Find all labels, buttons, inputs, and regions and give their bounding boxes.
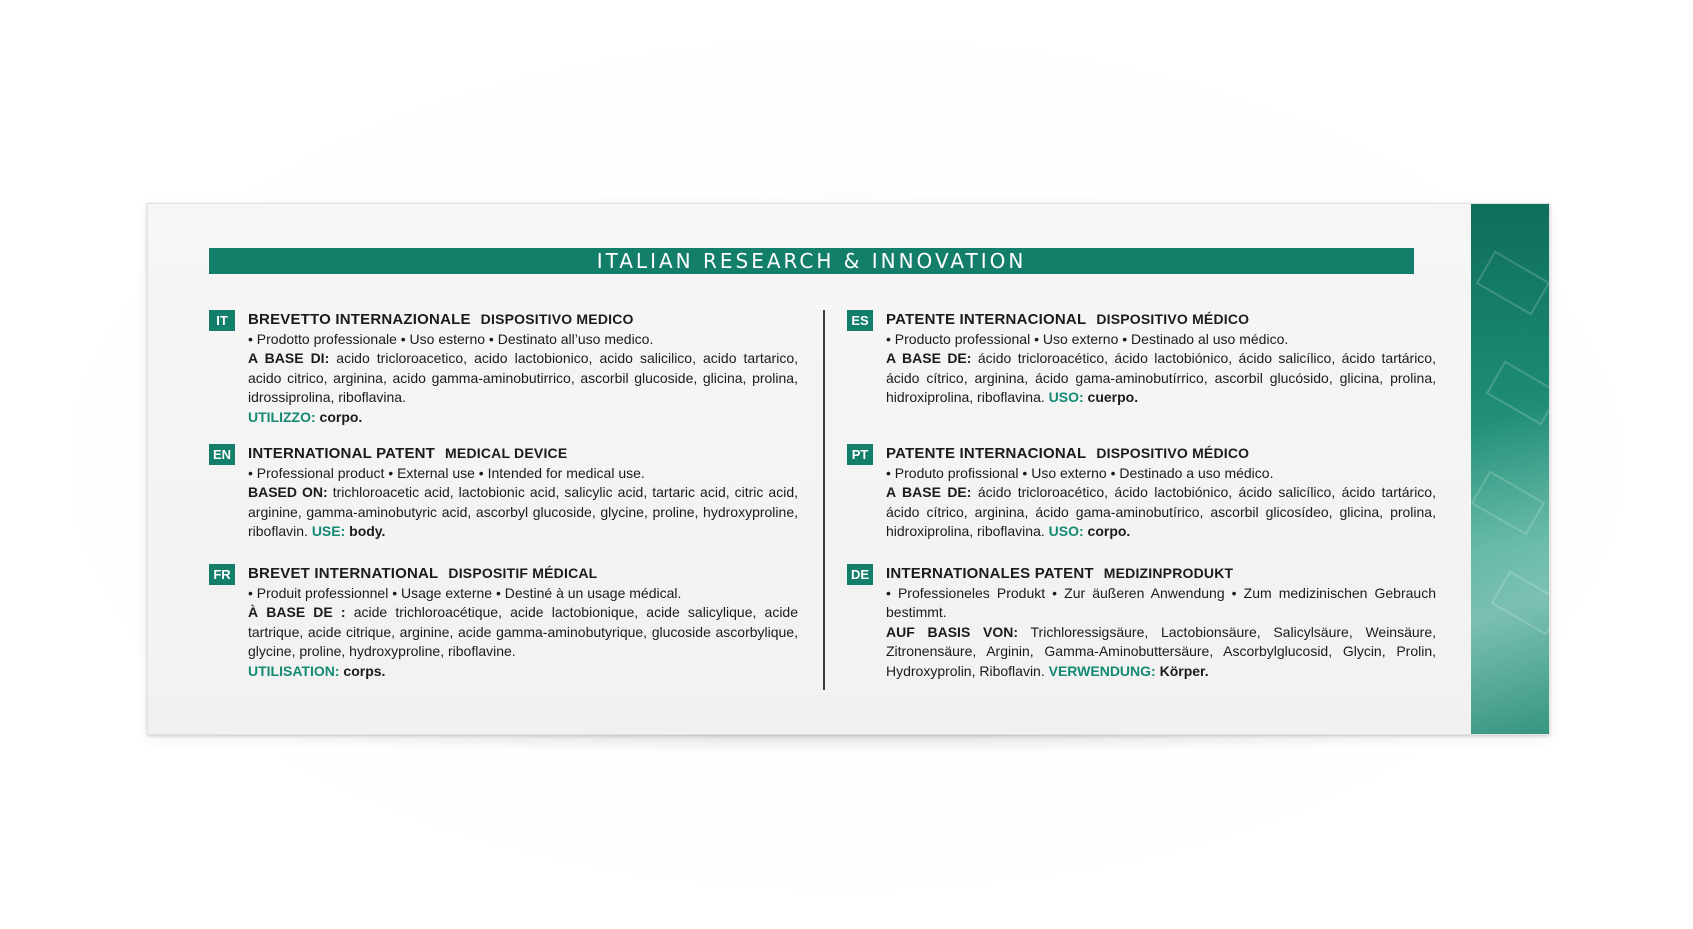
base-label: BASED ON: [248,484,328,500]
section-title: INTERNATIONAL PATENT [248,445,436,462]
base-label: A BASE DE: [886,350,972,366]
language-tag-fr: FR [209,564,235,585]
language-tag-pt: PT [847,444,873,465]
use-value: Körper. [1159,662,1209,679]
section-content [886,564,1436,681]
use-label: UTILIZZO: [248,408,316,425]
column-divider [823,310,825,690]
use-label: USO: [1048,523,1084,539]
use-label: UTILISATION: [248,662,340,679]
section-title: PATENTE INTERNACIONAL [886,311,1087,328]
base-label: A BASE DE: [886,484,972,500]
base-text: ácido tricloroacético, ácido lactobiónico, ácido salicílico, ácido tartárico, ácido cítrico, arginina, ácido gama-aminobutírrico, ascorbil glucósido, glicina, prolina, hidroxiprolina, riboflavina. [886,350,1436,405]
product-box [147,203,1550,735]
hexagon-pattern [1491,571,1549,636]
base-text: acide trichloroacétique, acide lactobionique, acide salicylique, acide tartrique, acide citrique, arginine, acide gamma-aminobutyrique, glucoside ascorbylique, glycine, proline, hydroxyproline, riboflavine. [248,604,799,659]
base-text: trichloroacetic acid, lactobionic acid, salicylic acid, tartaric acid, citric acid, arginine, gamma-aminobutyric acid, ascorbyl glucoside, glycine, proline, hydroxyproline, riboflavin. [248,484,798,539]
header-banner: ITALIAN RESEARCH & INNOVATION [209,248,1414,274]
use-value: corpo. [1087,523,1131,539]
use-label: VERWENDUNG: [1048,662,1156,679]
section-content [248,310,798,427]
base-label: AUF BASIS VON: [886,623,1019,640]
language-tag-de: DE [847,564,873,585]
section-bullets: • Prodotto professionale • Uso esterno • Destinato all’uso medico. [248,330,654,347]
base-text: ácido tricloroacético, ácido lactobiónico, ácido salicílico, ácido tartárico, ácido cítrico, arginina, ácido gama-aminobutírico, ascorbil glicosídeo, glicina, prolina, hidroxiprolina, riboflavina. [886,484,1436,539]
section-bullets: • Produit professionnel • Usage externe • Destiné à un usage médical. [248,584,682,601]
language-tag-es: ES [847,310,873,331]
section-content [248,444,798,542]
hexagon-pattern [1486,361,1549,426]
use-value: body. [349,523,386,539]
use-value: corps. [343,662,386,679]
use-value: cuerpo. [1087,389,1139,405]
hexagon-pattern [1471,471,1545,536]
use-label: USE: [311,523,346,539]
section-content [886,310,1436,408]
section-subtitle: MEDIZINPRODUKT [1103,565,1234,581]
box-side-panel [1471,204,1549,734]
section-title: INTERNATIONALES PATENT [886,565,1094,582]
section-content [248,564,798,681]
section-bullets: • Produto profissional • Uso externo • Destinado a uso médico. [886,464,1274,481]
section-title: PATENTE INTERNACIONAL [886,445,1087,462]
section-title: BREVETTO INTERNAZIONALE [248,311,471,328]
language-tag-en: EN [209,444,235,465]
use-label: USO: [1048,389,1084,405]
base-text: Trichloressigsäure, Lactobionsäure, Salicylsäure, Weinsäure, Zitronensäure, Arginin, Gamma-Aminobuttersäure, Ascorbylglucosid, Glycin, Prolin, Hydroxyprolin, Riboflavin. [886,623,1436,679]
base-label: A BASE DI: [248,350,330,366]
language-tag-it: IT [209,310,235,331]
section-subtitle: DISPOSITIVO MÉDICO [1096,445,1250,461]
base-label: À BASE DE : [248,604,346,620]
section-content [886,444,1436,542]
section-subtitle: MEDICAL DEVICE [445,445,568,461]
section-bullets: • Professional product • External use • Intended for medical use. [248,464,645,481]
section-subtitle: DISPOSITIVO MÉDICO [1096,311,1250,327]
base-text: acido tricloroacetico, acido lactobionico, acido salicilico, acido tartarico, acido citrico, arginina, acido gamma-aminobutirrico, ascorbil glucoside, glicina, prolina, idrossiprolina, riboflavina. [248,350,798,405]
use-value: corpo. [319,408,363,425]
section-title: BREVET INTERNATIONAL [248,565,439,582]
section-subtitle: DISPOSITIVO MEDICO [480,311,634,327]
hexagon-pattern [1476,251,1549,316]
section-bullets: • Professioneles Produkt • Zur äußeren Anwendung • Zum medizinischen Gebrauch bestimmt. [886,584,1436,620]
section-subtitle: DISPOSITIF MÉDICAL [448,565,598,581]
section-bullets: • Producto professional • Uso externo • Destinado al uso médico. [886,330,1289,347]
